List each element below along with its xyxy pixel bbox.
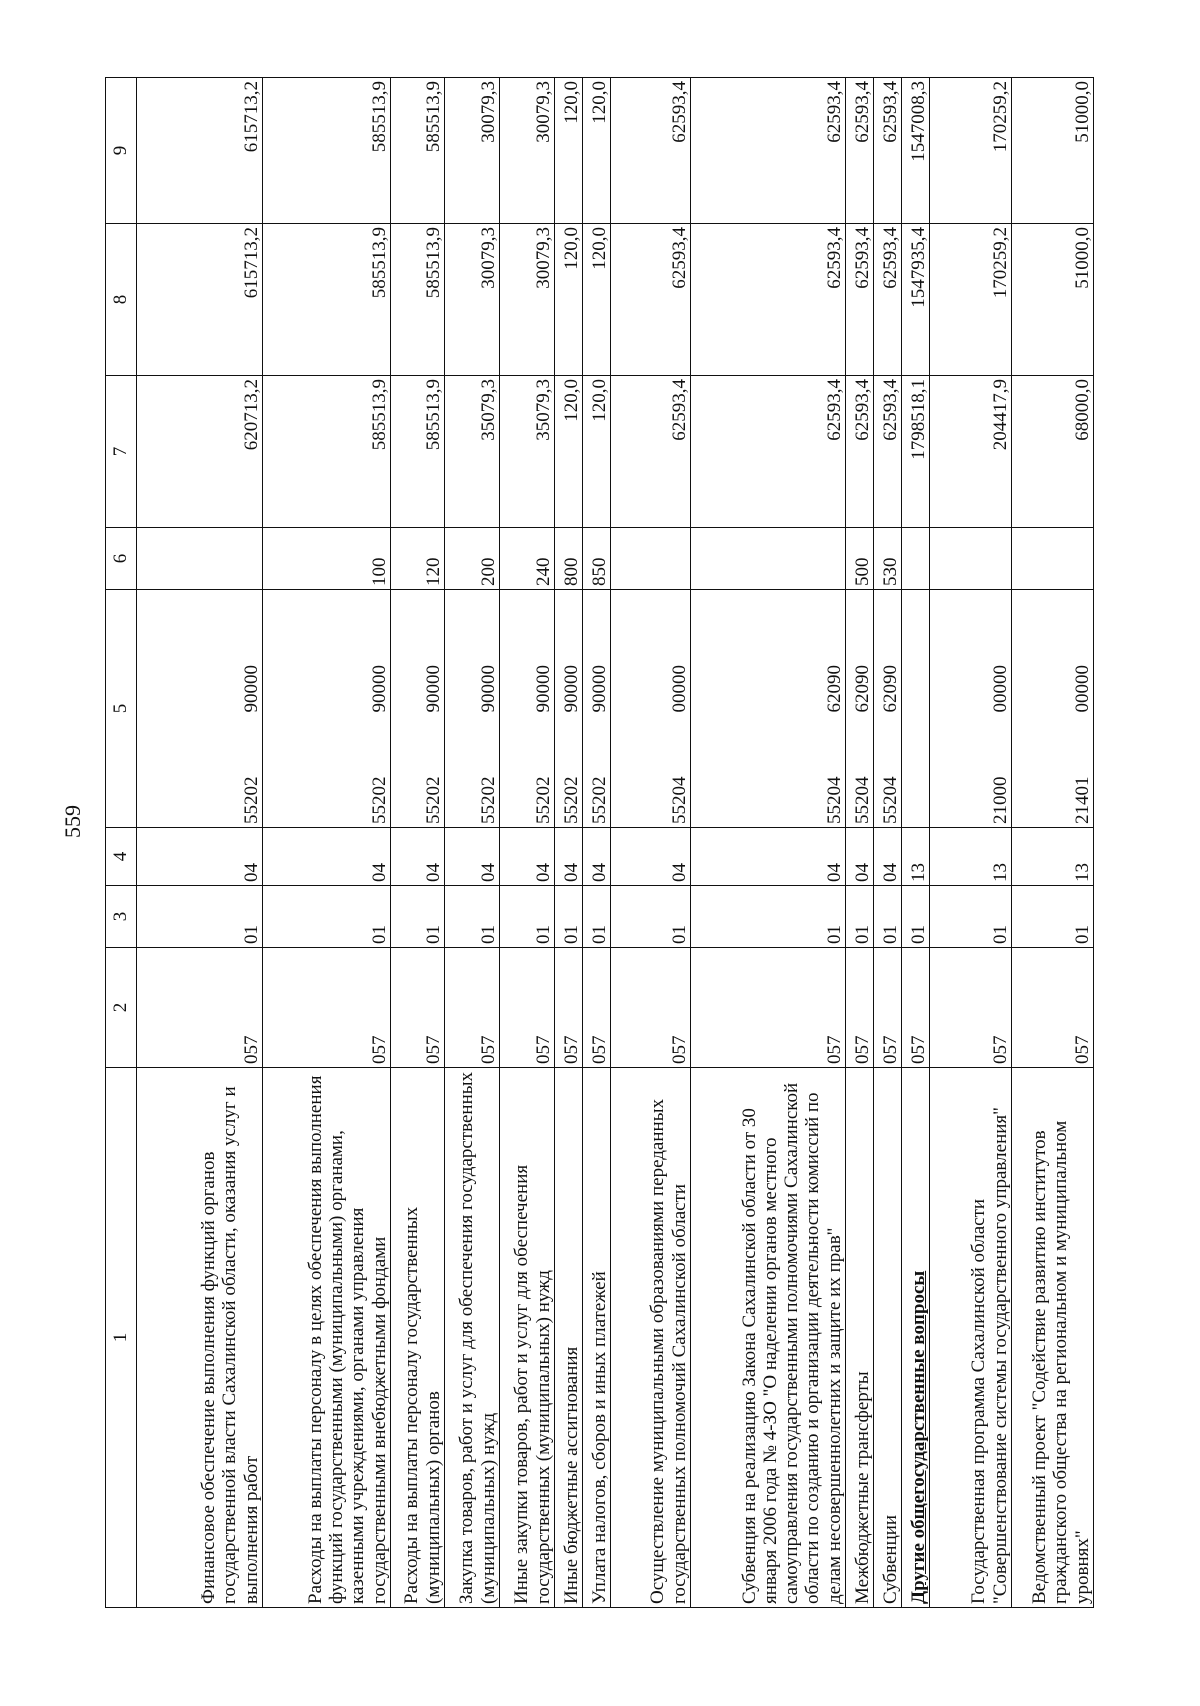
cell-amount-col7: 585513,9 (391, 376, 445, 528)
cell-name: Субвенции (874, 1068, 902, 1608)
cell-section: 01 (1012, 886, 1094, 948)
cell-amount-col7: 62593,4 (874, 376, 902, 528)
cell-subsection: 04 (583, 828, 611, 886)
header-cell-8: 8 (106, 224, 137, 376)
cell-subsection: 13 (930, 828, 1012, 886)
cell-amount-col7: 1798518,1 (902, 376, 930, 528)
cell-ministry-code: 057 (555, 948, 583, 1068)
cell-ministry-code: 057 (391, 948, 445, 1068)
cell-expense-type (137, 528, 263, 590)
cell-section: 01 (445, 886, 500, 948)
cell-program-code: 55204 (691, 716, 846, 828)
cell-amount-col9: 62593,4 (874, 78, 902, 224)
cell-program-code (902, 716, 930, 828)
cell-direction-code: 00000 (611, 590, 691, 716)
cell-program-code: 55202 (445, 716, 500, 828)
budget-table-sheet (105, 78, 1093, 1608)
header-cell-6: 6 (106, 528, 137, 590)
cell-amount-col9: 170259,2 (930, 78, 1012, 224)
cell-amount-col9: 120,0 (583, 78, 611, 224)
cell-amount-col7: 204417,9 (930, 376, 1012, 528)
header-cell-7: 7 (106, 376, 137, 528)
cell-amount-col9: 62593,4 (611, 78, 691, 224)
cell-section: 01 (500, 886, 555, 948)
cell-amount-col9: 120,0 (555, 78, 583, 224)
cell-name: Государственная программа Сахалинской области "Совершенствование системы государственного управления" (930, 1068, 1012, 1608)
table-row (691, 78, 846, 1608)
cell-program-code: 21000 (930, 716, 1012, 828)
cell-ministry-code: 057 (137, 948, 263, 1068)
table-row (930, 78, 1012, 1608)
cell-amount-col7: 62593,4 (611, 376, 691, 528)
cell-direction-code: 90000 (500, 590, 555, 716)
cell-amount-col9: 30079,3 (445, 78, 500, 224)
cell-ministry-code: 057 (846, 948, 874, 1068)
cell-amount-col7: 68000,0 (1012, 376, 1094, 528)
header-cell-2: 2 (106, 948, 137, 1068)
header-cell-3: 3 (106, 886, 137, 948)
cell-amount-col7: 62593,4 (691, 376, 846, 528)
cell-expense-type: 530 (874, 528, 902, 590)
cell-name: Закупка товаров, работ и услуг для обеспечения государственных (муниципальных) нужд (445, 1068, 500, 1608)
table-row (263, 78, 391, 1608)
cell-section: 01 (874, 886, 902, 948)
cell-program-code: 55204 (846, 716, 874, 828)
cell-ministry-code: 057 (611, 948, 691, 1068)
cell-expense-type: 120 (391, 528, 445, 590)
cell-section: 01 (263, 886, 391, 948)
cell-ministry-code: 057 (445, 948, 500, 1068)
cell-amount-col9: 1547008,3 (902, 78, 930, 224)
cell-amount-col8: 30079,3 (445, 224, 500, 376)
cell-direction-code (902, 590, 930, 716)
cell-ministry-code: 057 (691, 948, 846, 1068)
cell-amount-col7: 35079,3 (500, 376, 555, 528)
cell-amount-col9: 51000,0 (1012, 78, 1094, 224)
cell-amount-col9: 585513,9 (391, 78, 445, 224)
cell-expense-type: 500 (846, 528, 874, 590)
cell-amount-col7: 120,0 (555, 376, 583, 528)
cell-amount-col9: 615713,2 (137, 78, 263, 224)
cell-subsection: 04 (555, 828, 583, 886)
cell-amount-col7: 620713,2 (137, 376, 263, 528)
cell-amount-col9: 62593,4 (691, 78, 846, 224)
cell-name: Другие общегосударственные вопросы (902, 1068, 930, 1608)
cell-direction-code: 90000 (445, 590, 500, 716)
cell-expense-type (611, 528, 691, 590)
cell-name: Иные закупки товаров, работ и услуг для обеспечения государственных (муниципальных) нужд (500, 1068, 555, 1608)
cell-section: 01 (391, 886, 445, 948)
cell-amount-col7: 62593,4 (846, 376, 874, 528)
table-row (555, 78, 583, 1608)
cell-ministry-code: 057 (263, 948, 391, 1068)
cell-section: 01 (902, 886, 930, 948)
cell-expense-type (930, 528, 1012, 590)
cell-subsection: 04 (691, 828, 846, 886)
cell-name: Ведомственный проект "Содействие развитию институтов гражданского общества на региональном и муниципальном уровнях" (1012, 1068, 1094, 1608)
cell-expense-type: 100 (263, 528, 391, 590)
cell-amount-col8: 1547935,4 (902, 224, 930, 376)
cell-amount-col8: 615713,2 (137, 224, 263, 376)
cell-amount-col8: 62593,4 (846, 224, 874, 376)
cell-section: 01 (555, 886, 583, 948)
cell-direction-code: 62090 (691, 590, 846, 716)
cell-expense-type: 850 (583, 528, 611, 590)
cell-amount-col8: 51000,0 (1012, 224, 1094, 376)
cell-ministry-code: 057 (1012, 948, 1094, 1068)
cell-section: 01 (583, 886, 611, 948)
header-cell-1: 1 (106, 1068, 137, 1608)
cell-direction-code: 90000 (391, 590, 445, 716)
cell-amount-col8: 170259,2 (930, 224, 1012, 376)
cell-program-code: 55202 (263, 716, 391, 828)
table-row (500, 78, 555, 1608)
cell-name: Осуществление муниципальными образованиями переданных государственных полномочий Сахалинской области (611, 1068, 691, 1608)
table-row (391, 78, 445, 1608)
header-cell-4: 4 (106, 828, 137, 886)
table-row (902, 78, 930, 1608)
cell-subsection: 04 (500, 828, 555, 886)
cell-name: Уплата налогов, сборов и иных платежей (583, 1068, 611, 1608)
cell-name: Межбюджетные трансферты (846, 1068, 874, 1608)
header-row (106, 78, 137, 1608)
cell-program-code: 55202 (391, 716, 445, 828)
cell-ministry-code: 057 (930, 948, 1012, 1068)
cell-direction-code: 90000 (555, 590, 583, 716)
table-row (137, 78, 263, 1608)
cell-section: 01 (930, 886, 1012, 948)
cell-expense-type: 800 (555, 528, 583, 590)
cell-amount-col8: 585513,9 (263, 224, 391, 376)
cell-amount-col8: 62593,4 (611, 224, 691, 376)
table-row (846, 78, 874, 1608)
cell-subsection: 04 (391, 828, 445, 886)
cell-program-code: 55202 (137, 716, 263, 828)
cell-name: Расходы на выплаты персоналу в целях обеспечения выполнения функций государственными (муниципальными) органами, казенными учреждениями, органами управления государственными внебюджетными фондами (263, 1068, 391, 1608)
cell-program-code: 55204 (611, 716, 691, 828)
cell-amount-col7: 120,0 (583, 376, 611, 528)
table-row (1012, 78, 1094, 1608)
cell-name: Расходы на выплаты персоналу государственных (муниципальных) органов (391, 1068, 445, 1608)
cell-program-code: 21401 (1012, 716, 1094, 828)
cell-direction-code: 00000 (930, 590, 1012, 716)
cell-subsection: 13 (1012, 828, 1094, 886)
cell-amount-col9: 30079,3 (500, 78, 555, 224)
header-cell-9: 9 (106, 78, 137, 224)
cell-ministry-code: 057 (874, 948, 902, 1068)
cell-ministry-code: 057 (500, 948, 555, 1068)
cell-direction-code: 62090 (846, 590, 874, 716)
cell-program-code: 55202 (500, 716, 555, 828)
cell-amount-col8: 62593,4 (691, 224, 846, 376)
cell-subsection: 04 (445, 828, 500, 886)
budget-table (105, 77, 1094, 1608)
cell-section: 01 (691, 886, 846, 948)
cell-section: 01 (611, 886, 691, 948)
cell-program-code: 55202 (583, 716, 611, 828)
cell-subsection: 04 (137, 828, 263, 886)
page-number: 559 (60, 805, 85, 838)
cell-subsection: 13 (902, 828, 930, 886)
cell-section: 01 (846, 886, 874, 948)
cell-expense-type: 200 (445, 528, 500, 590)
cell-subsection: 04 (846, 828, 874, 886)
cell-subsection: 04 (611, 828, 691, 886)
table-row (611, 78, 691, 1608)
cell-expense-type (691, 528, 846, 590)
cell-amount-col9: 585513,9 (263, 78, 391, 224)
cell-amount-col8: 120,0 (583, 224, 611, 376)
cell-amount-col7: 35079,3 (445, 376, 500, 528)
cell-section: 01 (137, 886, 263, 948)
cell-expense-type (1012, 528, 1094, 590)
table-row (445, 78, 500, 1608)
cell-name: Финансовое обеспечение выполнения функций органов государственной власти Сахалинской области, оказания услуг и выполнения работ (137, 1068, 263, 1608)
cell-amount-col8: 120,0 (555, 224, 583, 376)
cell-direction-code: 00000 (1012, 590, 1094, 716)
cell-program-code: 55204 (874, 716, 902, 828)
cell-ministry-code: 057 (902, 948, 930, 1068)
cell-amount-col8: 585513,9 (391, 224, 445, 376)
cell-amount-col7: 585513,9 (263, 376, 391, 528)
cell-direction-code: 90000 (583, 590, 611, 716)
table-row (874, 78, 902, 1608)
cell-name: Субвенция на реализацию Закона Сахалинской области от 30 января 2006 года № 4-ЗО "О наделении органов местного самоуправления государственными полномочиями Сахалинской области по созданию и организации деятельности комиссий по делам несовершеннолетних и защите их прав" (691, 1068, 846, 1608)
table-body (137, 78, 1094, 1608)
cell-subsection: 04 (263, 828, 391, 886)
cell-name: Иные бюджетные ассигнования (555, 1068, 583, 1608)
cell-direction-code: 90000 (137, 590, 263, 716)
cell-subsection: 04 (874, 828, 902, 886)
cell-direction-code: 62090 (874, 590, 902, 716)
table-row (583, 78, 611, 1608)
cell-amount-col9: 62593,4 (846, 78, 874, 224)
cell-amount-col8: 62593,4 (874, 224, 902, 376)
cell-expense-type (902, 528, 930, 590)
cell-expense-type: 240 (500, 528, 555, 590)
cell-ministry-code: 057 (583, 948, 611, 1068)
cell-direction-code: 90000 (263, 590, 391, 716)
cell-amount-col8: 30079,3 (500, 224, 555, 376)
cell-program-code: 55202 (555, 716, 583, 828)
header-cell-5: 5 (106, 590, 137, 828)
